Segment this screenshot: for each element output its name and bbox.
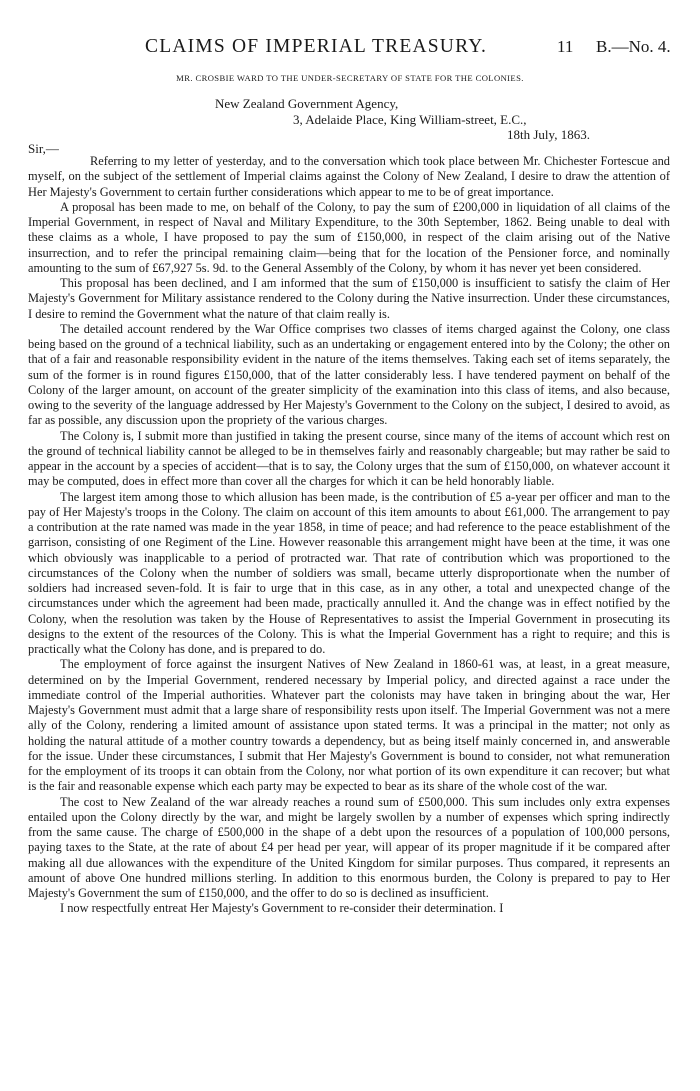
document-reference: B.—No. 4. bbox=[596, 37, 671, 56]
paragraph: The cost to New Zealand of the war already reaches a round sum of £500,000. This sum includes only extra expenses entailed upon the Colony directly by the war, and might be largely swollen by a number of expenses which spring indirectly from the same cause. The charge of £500,000 in the shape of a debt upon the resources of a population of 100,000 persons, paying taxes to the State, at the rate of about £4 per head per year, will appear of its proper magnitude if it be compared after making all due allowances with the expenditure of the United Kingdom for similar purposes. Thus compared, it represents an amount of above One hundred millions sterling. In addition to this enormous burden, the Colony is prepared to pay to Her Majesty's Government the sum of £150,000, and the offer to do so is declined as insufficient. bbox=[28, 794, 670, 900]
letter-date: 18th July, 1863. bbox=[507, 127, 590, 142]
address-line-2: 3, Adelaide Place, King William-street, E.C., bbox=[293, 111, 527, 127]
paragraph: The detailed account rendered by the War Office comprises two classes of items charged against the Colony, one class being based on the ground of a technical liability, such as an undertaking or engagement entered into by the Colony; the other on that of a fair and reasonable responsibility evident in the nature of the items themselves. Taking each set of items separately, the sum of the former is in round figures £150,000, that of the latter considerably less. I have tendered payment on behalf of the Colony of the larger amount, on account of the greater simplicity of the examination into this class of items, and also because, owing to the severity of the language addressed by Her Majesty's Government to the Colony on the subject, I desired to avoid, as far as possible, any discussion upon the propriety of the various charges. bbox=[28, 321, 670, 428]
paragraph: The largest item among those to which allusion has been made, is the contribution of £5 a-year per officer and man to the pay of Her Majesty's troops in the Colony. The claim on account of this item amounts to about £61,000. The arrangement to pay a contribution at the rate named was made in the year 1858, in time of peace; and had reference to the peace establishment of the garrison, consisting of one Regiment of the Line. However reasonable this arrangement might have been at the time, it was one which obviously was inapplicable to a period of protracted war. That rate of contribution which was proportioned to the circumstances of the Colony when the number of soldiers was small, became utterly disproportionate when the number of soldiers had increased seven-fold. It is fair to urge that in this case, as in any other, a total and unexpected change of the circumstances under which the agreement had been made, practically annulled it. And the change was in effect notified by the Colony, when the resolution was taken by the House of Representatives to assist the Imperial Government in prosecuting its designs to the extent of the resources of the Colony. This is what the Imperial Government has a right to require; and this is practically what the Colony has done, and is prepared to do. bbox=[28, 489, 670, 656]
paragraph: I now respectfully entreat Her Majesty's Government to re-consider their determination. I bbox=[60, 901, 504, 916]
paragraph: The Colony is, I submit more than justified in taking the present course, since many of the items of account which rest on the ground of technical liability cannot be alleged to be in themselves fairly and reasonably chargeable; but may rather be said to appear in the account by a species of accident—that is to say, the Colony urges that the sum of £150,000, on whatever account it may be computed, does in effect more than cover all the charges for which it can be held honorably liable. bbox=[28, 428, 670, 489]
page-number: 11 bbox=[557, 37, 574, 56]
paragraph: A proposal has been made to me, on behalf of the Colony, to pay the sum of £200,000 in liquidation of all claims of the Imperial Government, in respect of Naval and Military Expenditure, to the 30th September, 1862. Being unable to deal with these claims as a whole, I have proposed to pay the sum of £150,000, in respect of the claim arising out of the Native insurrection, and to refer the principal remaining claim—being that for the location of the Pensioner force, and nominally amounting to the sum of £67,927 5s. 9d. to the General Assembly of the Colony, by whom it has never yet been considered. bbox=[28, 199, 670, 275]
address-line-1: New Zealand Government Agency, bbox=[215, 96, 399, 111]
letter-body bbox=[28, 154, 670, 917]
paragraph: This proposal has been declined, and I am informed that the sum of £150,000 is insufficient to satisfy the claim of Her Majesty's Government for Military assistance rendered to the Colony during the Native insurrection. Under these circumstances, I desire to remind the Government what the nature of that claim really is. bbox=[28, 276, 670, 321]
letter-heading: MR. CROSBIE WARD TO THE UNDER-SECRETARY OF STATE FOR THE COLONIES. bbox=[176, 73, 524, 83]
salutation: Sir,— bbox=[28, 141, 59, 156]
running-header bbox=[0, 36, 700, 60]
paragraph: The employment of force against the insurgent Natives of New Zealand in 1860-61 was, at least, in a great measure, determined on by the Imperial Government, rendered necessary by Imperial policy, and directed against a race under the immediate control of the Imperial authorities. Whatever part the colonists may have taken in bringing about the war, Her Majesty's Government must admit that a large share of responsibility rests upon itself. The Imperial Government was not a mere ally of the Colony, rendering a limited amount of assistance upon stated terms. It was a principal in the matter; not only as holding the natural attitude of a mother country towards a dependency, but as being itself mainly concerned in, and answerable for the issue. Under these circumstances, I submit that Her Majesty's Government is bound to consider, not what remuneration for the employment of its troops it can obtain from the Colony, nor what portion of its own expenditure it can recover; but what is the fair and reasonable expense which each party may be expected to bear as its share of the whole cost of the war. bbox=[28, 657, 670, 794]
page-title: CLAIMS OF IMPERIAL TREASURY. bbox=[145, 36, 488, 57]
paragraph: Referring to my letter of yesterday, and to the conversation which took place between Mr. Chichester Fortescue and myself, on the subject of the settlement of Imperial claims against the Colony of New Zealand, I desire to draw the attention of Her Majesty's Government to certain further considerations which appear to me to be of great importance. bbox=[28, 154, 670, 199]
